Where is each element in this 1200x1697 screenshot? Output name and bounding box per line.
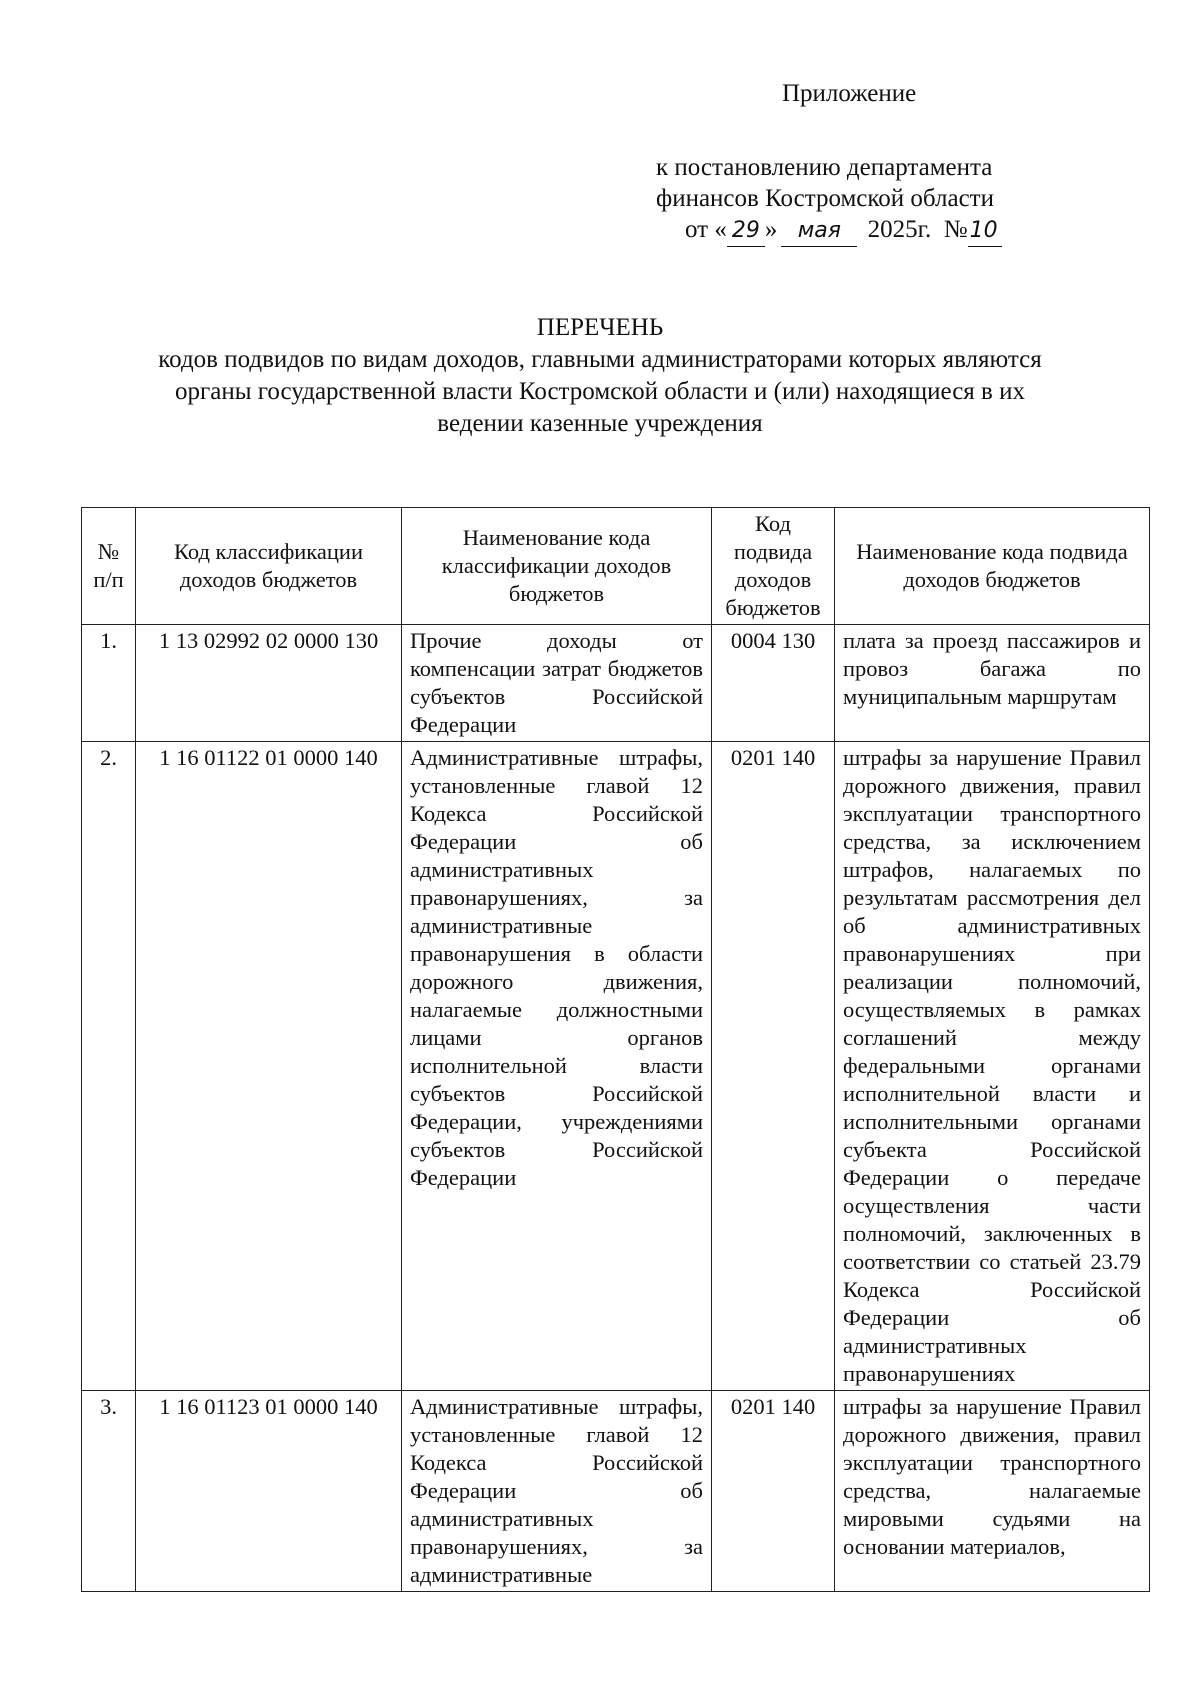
row-classification-code: 1 16 01122 01 0000 140	[136, 742, 402, 1391]
row-subtype-code: 0201 140	[712, 1391, 835, 1592]
row-classification-code: 1 13 02992 02 0000 130	[136, 625, 402, 742]
document-title	[150, 312, 1050, 440]
table-row	[82, 742, 1150, 1391]
table-row	[82, 625, 1150, 742]
row-number: 2.	[82, 742, 136, 1391]
number-sign: №	[943, 216, 968, 243]
row-subtype-name: штрафы за нарушение Правил дорожного движения, правил эксплуатации транспортного средства, налагаемые мировыми судьями на основании материалов,	[835, 1391, 1150, 1592]
header-number: № п/п	[82, 508, 136, 625]
date-prefix: от «	[685, 216, 727, 243]
row-subtype-code: 0201 140	[712, 742, 835, 1391]
row-classification-name: Административные штрафы, установленные главой 12 Кодекса Российской Федерации об административных правонарушениях, за административные	[402, 1391, 712, 1592]
handwritten-number: 10	[968, 215, 1002, 247]
income-codes-table	[81, 507, 1150, 1592]
title-heading: ПЕРЕЧЕНЬ	[536, 314, 664, 341]
row-subtype-name: плата за проезд пассажиров и провоз багажа по муниципальным маршрутам	[835, 625, 1150, 742]
header-classification-name: Наименование кода классификации доходов бюджетов	[402, 508, 712, 625]
row-classification-name: Административные штрафы, установленные главой 12 Кодекса Российской Федерации об административных правонарушениях, за административные правонарушения в области дорожного движения, налагаемые должностными лицами органов исполнительной власти субъектов Российской Федерации, учреждениями субъектов Российской Федерации	[402, 742, 712, 1391]
title-subtitle: кодов подвидов по видам доходов, главными администраторами которых являются органы государственной власти Костромской области и (или) находящиеся в их ведении казенные учреждения	[158, 346, 1042, 437]
header-classification-code: Код классификации доходов бюджетов	[136, 508, 402, 625]
header-subtype-name: Наименование кода подвида доходов бюджетов	[835, 508, 1150, 625]
row-number: 3.	[82, 1391, 136, 1592]
handwritten-month: мая	[781, 215, 857, 247]
handwritten-day: 29	[727, 215, 765, 247]
table-header-row	[82, 508, 1150, 625]
header-subtype-code: Код подвида доходов бюджетов	[712, 508, 835, 625]
row-classification-code: 1 16 01123 01 0000 140	[136, 1391, 402, 1592]
resolution-reference	[656, 152, 1002, 247]
date-year: 2025г.	[867, 216, 932, 243]
row-number: 1.	[82, 625, 136, 742]
reference-line-2: финансов Костромской области	[656, 185, 994, 212]
appendix-label: Приложение	[782, 80, 917, 107]
reference-date-line	[656, 214, 1002, 247]
row-classification-name: Прочие доходы от компенсации затрат бюджетов субъектов Российской Федерации	[402, 625, 712, 742]
table-row	[82, 1391, 1150, 1592]
row-subtype-code: 0004 130	[712, 625, 835, 742]
date-quote-close: »	[764, 216, 778, 243]
reference-line-1: к постановлению департамента	[656, 154, 993, 181]
row-subtype-name: штрафы за нарушение Правил дорожного движения, правил эксплуатации транспортного средства, за исключением штрафов, налагаемых по результатам рассмотрения дел об административных правонарушениях при реализации полномочий, осуществляемых в рамках соглашений между федеральными органами исполнительной власти и исполнительными органами субъекта Российской Федерации о передаче осуществления части полномочий, заключенных в соответствии со статьей 23.79 Кодекса Российской Федерации об административных правонарушениях	[835, 742, 1150, 1391]
